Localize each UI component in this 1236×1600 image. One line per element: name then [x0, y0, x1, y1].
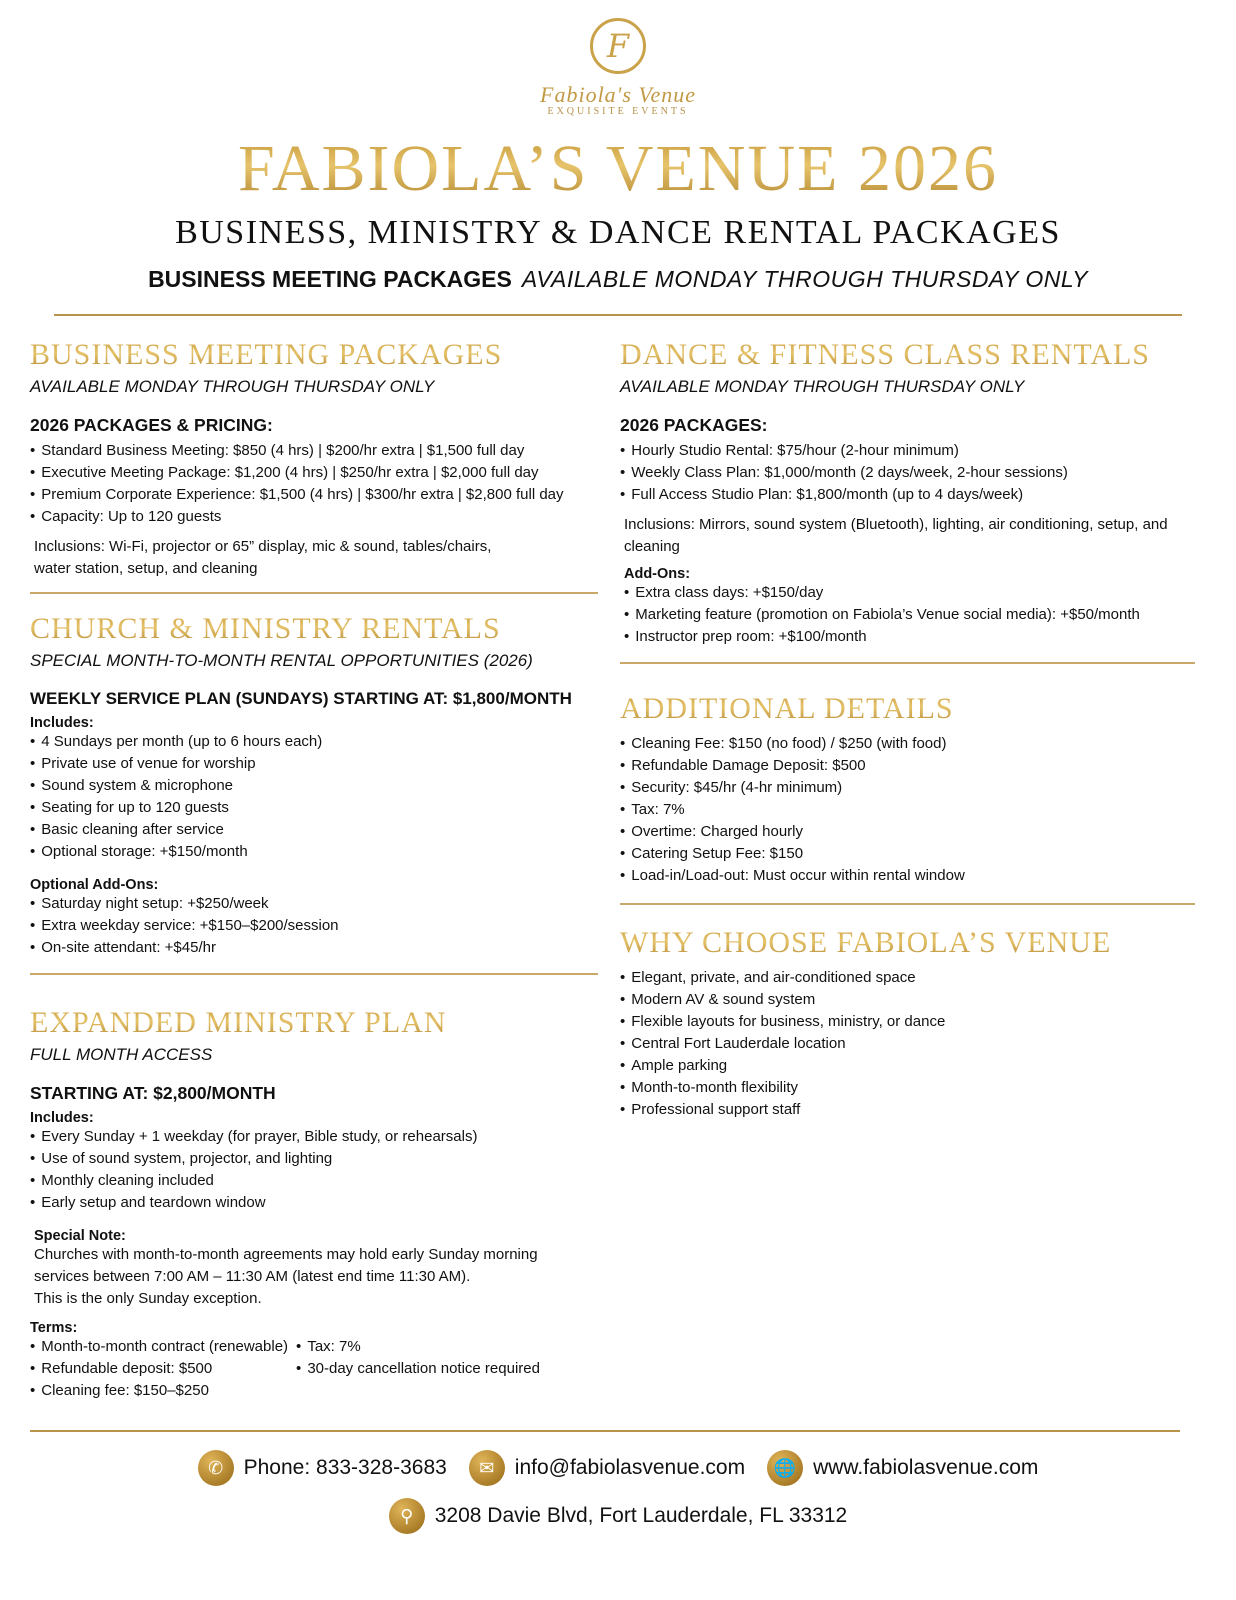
section-heading: 2026 PACKAGES:: [620, 415, 768, 435]
list-item: • 4 Sundays per month (up to 6 hours each): [30, 731, 598, 753]
list-item: • Security: $45/hr (4-hr minimum): [620, 777, 1195, 799]
note-line: services between 7:00 AM – 11:30 AM (latest end time 11:30 AM).: [34, 1268, 471, 1285]
list-item: • Tax: 7%: [620, 799, 1195, 821]
list-item: • On-site attendant: +$45/hr: [30, 937, 598, 959]
section-heading: 2026 PACKAGES & PRICING:: [30, 415, 273, 435]
list-item: • Elegant, private, and air-conditioned space: [620, 967, 1195, 989]
section-subtitle: AVAILABLE MONDAY THROUGH THURSDAY ONLY: [620, 377, 1025, 396]
section-subtitle: AVAILABLE MONDAY THROUGH THURSDAY ONLY: [30, 377, 435, 396]
website-link[interactable]: www.fabiolasvenue.com: [813, 1456, 1039, 1479]
list-item: • Standard Business Meeting: $850 (4 hrs) | $200/hr extra | $1,500 full day: [30, 440, 598, 462]
details-list: [620, 733, 1195, 887]
terms-column: [30, 1336, 288, 1402]
page-subtitle: BUSINESS, MINISTRY & DANCE RENTAL PACKAGES: [175, 214, 1061, 251]
section-title: BUSINESS MEETING PACKAGES: [30, 338, 598, 371]
section-subtitle: SPECIAL MONTH-TO-MONTH RENTAL OPPORTUNITIES (2026): [30, 651, 533, 670]
tagline-italic: AVAILABLE MONDAY THROUGH THURSDAY ONLY: [521, 266, 1088, 292]
list-item: • Seating for up to 120 guests: [30, 797, 598, 819]
list-item: • Load-in/Load-out: Must occur within rental window: [620, 865, 1195, 887]
phone-icon: ✆: [198, 1450, 234, 1486]
contact-address: [389, 1498, 847, 1534]
list-item: • Full Access Studio Plan: $1,800/month (up to 4 days/week): [620, 484, 1195, 506]
includes-label: Includes:: [30, 1110, 94, 1126]
list-item: • Marketing feature (promotion on Fabiola’s Venue social media): +$50/month: [624, 604, 1195, 626]
divider: [54, 314, 1182, 316]
why-section: [620, 926, 1195, 1121]
list-item: • Cleaning Fee: $150 (no food) / $250 (with food): [620, 733, 1195, 755]
header-tagline: [0, 266, 1236, 293]
list-item: • Cleaning fee: $150–$250: [30, 1380, 288, 1402]
special-note-text: [30, 1244, 598, 1310]
expanded-ministry-section: [30, 1006, 598, 1402]
includes-list: [30, 1126, 598, 1214]
list-item: • Month-to-month flexibility: [620, 1077, 1195, 1099]
addons-label: Add-Ons:: [624, 566, 691, 582]
special-note-label: Special Note:: [34, 1228, 126, 1244]
list-item: • Extra weekday service: +$150–$200/session: [30, 915, 598, 937]
terms-column: [296, 1336, 540, 1402]
list-item: • Flexible layouts for business, ministry, or dance: [620, 1011, 1195, 1033]
section-heading: WEEKLY SERVICE PLAN (SUNDAYS) STARTING AT: $1,800/MONTH: [30, 689, 572, 708]
email-link[interactable]: info@fabiolasvenue.com: [514, 1456, 746, 1479]
contact-email[interactable]: [469, 1450, 745, 1486]
section-heading: STARTING AT: $2,800/MONTH: [30, 1083, 276, 1103]
divider: [620, 662, 1195, 664]
list-item: • Optional storage: +$150/month: [30, 841, 598, 863]
pricing-list: [30, 440, 598, 528]
list-item: • Refundable deposit: $500: [30, 1358, 288, 1380]
packages-list: [620, 440, 1195, 506]
church-section: [30, 612, 598, 975]
list-item: • 30-day cancellation notice required: [296, 1358, 540, 1380]
includes-list: [30, 731, 598, 863]
list-item: • Weekly Class Plan: $1,000/month (2 days/week, 2-hour sessions): [620, 462, 1195, 484]
list-item: • Early setup and teardown window: [30, 1192, 598, 1214]
list-item: • Private use of venue for worship: [30, 753, 598, 775]
address-row: [0, 1498, 1236, 1534]
addons-list: [620, 582, 1195, 648]
logo-monogram-icon: F: [590, 18, 646, 74]
addons-label: Optional Add-Ons:: [30, 877, 159, 893]
terms-label: Terms:: [30, 1320, 78, 1336]
section-title: ADDITIONAL DETAILS: [620, 692, 1195, 725]
section-title: CHURCH & MINISTRY RENTALS: [30, 612, 598, 645]
location-pin-icon: ⚲: [389, 1498, 425, 1534]
list-item: • Use of sound system, projector, and lighting: [30, 1148, 598, 1170]
logo: [0, 18, 1236, 117]
list-item: • Professional support staff: [620, 1099, 1195, 1121]
list-item: • Ample parking: [620, 1055, 1195, 1077]
list-item: • Sound system & microphone: [30, 775, 598, 797]
addons-list: [30, 893, 598, 959]
section-title: DANCE & FITNESS CLASS RENTALS: [620, 338, 1195, 371]
details-section: [620, 692, 1195, 905]
divider: [30, 592, 598, 594]
list-item: • Basic cleaning after service: [30, 819, 598, 841]
contact-phone[interactable]: [198, 1450, 447, 1486]
contact-website[interactable]: [767, 1450, 1038, 1486]
mail-icon: ✉: [469, 1450, 505, 1486]
list-item: • Extra class days: +$150/day: [624, 582, 1195, 604]
list-item: • Central Fort Lauderdale location: [620, 1033, 1195, 1055]
section-subtitle: FULL MONTH ACCESS: [30, 1045, 213, 1064]
includes-label: Includes:: [30, 715, 94, 731]
dance-section: [620, 338, 1195, 664]
note-line: Churches with month-to-month agreements may hold early Sunday morning: [34, 1246, 538, 1263]
list-item: • Monthly cleaning included: [30, 1170, 598, 1192]
business-section: [30, 338, 598, 594]
address-text: 3208 Davie Blvd, Fort Lauderdale, FL 33312: [434, 1504, 848, 1527]
inclusions-text: Inclusions: Mirrors, sound system (Bluetooth), lighting, air conditioning, setup, and cleaning: [624, 516, 1168, 555]
divider: [30, 1430, 1180, 1432]
list-item: • Month-to-month contract (renewable): [30, 1336, 288, 1358]
list-item: • Capacity: Up to 120 guests: [30, 506, 598, 528]
terms-list: [30, 1336, 598, 1402]
list-item: • Tax: 7%: [296, 1336, 540, 1358]
list-item: • Saturday night setup: +$250/week: [30, 893, 598, 915]
list-item: • Overtime: Charged hourly: [620, 821, 1195, 843]
list-item: • Instructor prep room: +$100/month: [624, 626, 1195, 648]
list-item: • Executive Meeting Package: $1,200 (4 hrs) | $250/hr extra | $2,000 full day: [30, 462, 598, 484]
list-item: • Refundable Damage Deposit: $500: [620, 755, 1195, 777]
logo-name: Fabiola's Venue: [540, 82, 696, 107]
contact-row: [0, 1450, 1236, 1486]
inclusions-text: Inclusions: Wi-Fi, projector or 65” display, mic & sound, tables/chairs, water station, setup, and cleaning: [34, 538, 492, 577]
divider: [620, 903, 1195, 905]
why-list: [620, 967, 1195, 1121]
list-item: • Hourly Studio Rental: $75/hour (2-hour minimum): [620, 440, 1195, 462]
logo-tagline: EXQUISITE EVENTS: [547, 106, 689, 117]
section-title: EXPANDED MINISTRY PLAN: [30, 1006, 598, 1039]
phone-text: Phone: 833-328-3683: [243, 1456, 447, 1479]
list-item: • Catering Setup Fee: $150: [620, 843, 1195, 865]
note-line: This is the only Sunday exception.: [34, 1290, 262, 1307]
list-item: • Premium Corporate Experience: $1,500 (4 hrs) | $300/hr extra | $2,800 full day: [30, 484, 598, 506]
globe-icon: 🌐: [767, 1450, 803, 1486]
page-title: FABIOLA’S VENUE 2026: [0, 136, 1236, 202]
tagline-bold: BUSINESS MEETING PACKAGES: [148, 266, 512, 292]
list-item: • Every Sunday + 1 weekday (for prayer, Bible study, or rehearsals): [30, 1126, 598, 1148]
section-title: WHY CHOOSE FABIOLA’S VENUE: [620, 926, 1195, 959]
list-item: • Modern AV & sound system: [620, 989, 1195, 1011]
divider: [30, 973, 598, 975]
